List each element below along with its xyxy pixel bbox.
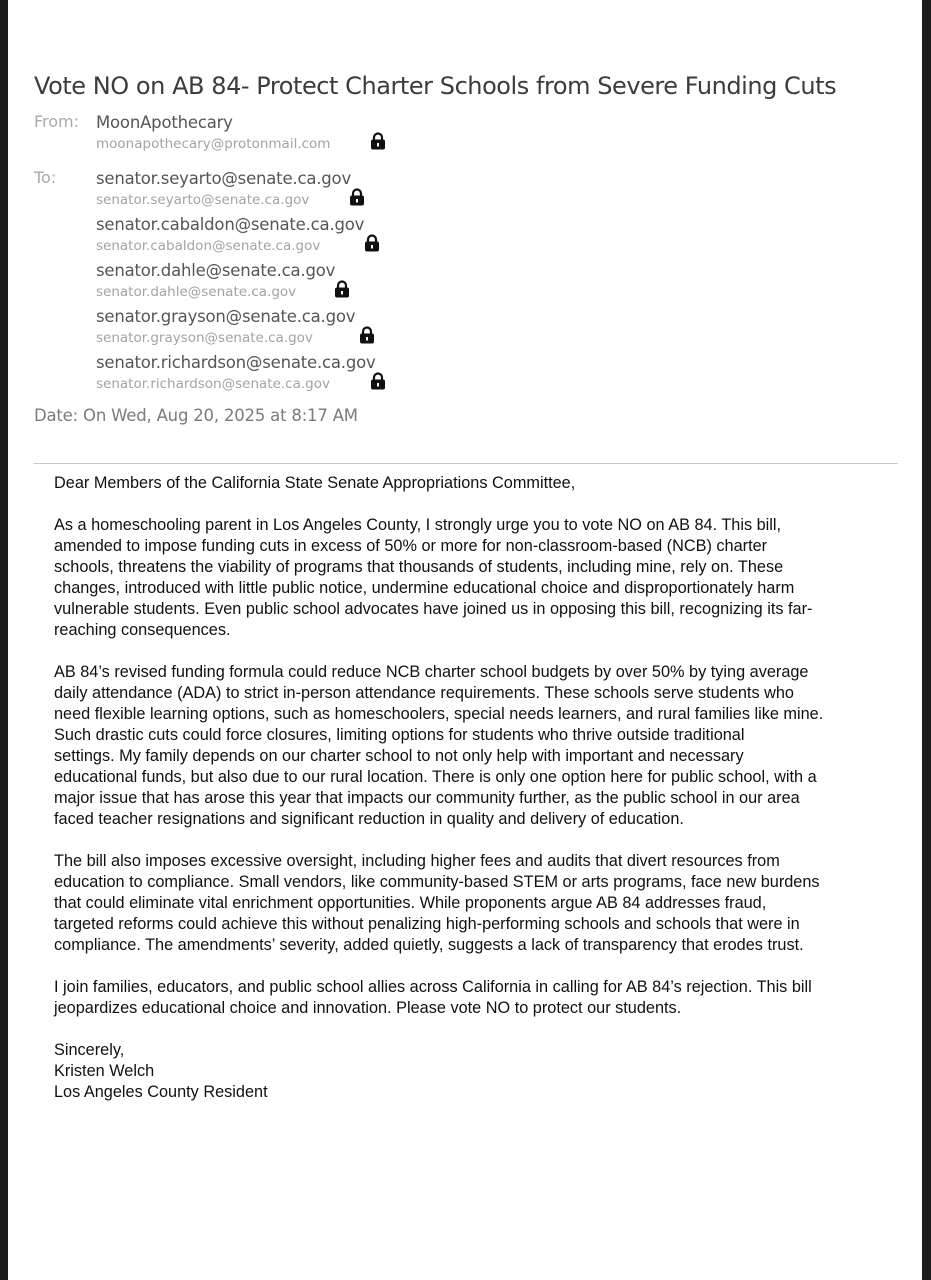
recipient-address: senator.dahle@senate.ca.gov [96, 284, 297, 300]
body-line: Sincerely, [54, 1041, 125, 1059]
body-line: major issue that has arose this year that impacts our community further, as the public school in our area [54, 789, 800, 807]
recipient-name[interactable]: senator.grayson@senate.ca.gov [96, 307, 356, 326]
body-line: jeopardizes educational choice and innovation. Please vote NO to protect our students. [54, 999, 682, 1017]
body-line: AB 84’s revised funding formula could reduce NCB charter school budgets by over 50% by tying average [54, 663, 809, 681]
body-line: Such drastic cuts could force closures, limiting options for students who thrive outside traditional [54, 726, 745, 744]
body-line: Los Angeles County Resident [54, 1083, 268, 1101]
lock-icon [364, 234, 380, 258]
email-view [8, 0, 922, 1280]
header-divider [34, 463, 898, 464]
body-paragraph [54, 515, 904, 641]
body-line: changes, introduced with little public notice, undermine educational choice and disproportionately harm [54, 579, 795, 597]
sender-address: moonapothecary@protonmail.com [96, 136, 331, 152]
body-line: As a homeschooling parent in Los Angeles County, I strongly urge you to vote NO on AB 84. This bill, [54, 516, 782, 534]
to-label: To: [34, 168, 57, 187]
body-line: reaching consequences. [54, 621, 231, 639]
body-paragraph [54, 851, 904, 956]
body-line: settings. My family depends on our charter school to not only help with important and necessary [54, 747, 744, 765]
sender [96, 111, 386, 157]
body-paragraph [54, 977, 904, 1019]
body-line: compliance. The amendments’ severity, added quietly, suggests a lack of transparency that erodes trust. [54, 936, 804, 954]
email-date: Date: On Wed, Aug 20, 2025 at 8:17 AM [34, 406, 358, 425]
sender-address-row [96, 134, 386, 157]
recipient-address: senator.seyarto@senate.ca.gov [96, 192, 310, 208]
recipient-list [96, 167, 386, 397]
body-paragraph [54, 473, 904, 494]
body-line: amended to impose funding cuts in excess of 50% or more for non-classroom-based (NCB) charter [54, 537, 768, 555]
recipient-address-row [96, 190, 386, 213]
body-line: vulnerable students. Even public school advocates have joined us in opposing this bill, recognizing its far- [54, 600, 813, 618]
body-line: education to compliance. Small vendors, like community-based STEM or arts programs, face new burdens [54, 873, 820, 891]
recipient [96, 259, 386, 305]
recipient-address: senator.grayson@senate.ca.gov [96, 330, 313, 346]
from-label: From: [34, 112, 80, 131]
body-paragraph [54, 662, 904, 830]
lock-icon [359, 326, 375, 350]
body-line: I join families, educators, and public school allies across California in calling for AB 84’s rejection. This bill [54, 978, 812, 996]
email-subject: Vote NO on AB 84- Protect Charter Schools from Severe Funding Cuts [34, 72, 837, 100]
lock-icon [334, 280, 350, 304]
body-line: need flexible learning options, such as homeschoolers, special needs learners, and rural families like mine. [54, 705, 824, 723]
body-line: schools, threatens the viability of programs that thousands of students, including mine, rely on. These [54, 558, 784, 576]
recipient [96, 351, 386, 397]
recipient-name[interactable]: senator.seyarto@senate.ca.gov [96, 169, 352, 188]
body-paragraph [54, 1040, 904, 1103]
sender-name[interactable]: MoonApothecary [96, 113, 233, 132]
recipient-address: senator.richardson@senate.ca.gov [96, 376, 330, 392]
recipient-address: senator.cabaldon@senate.ca.gov [96, 238, 321, 254]
recipient-address-row [96, 374, 386, 397]
recipient-name[interactable]: senator.richardson@senate.ca.gov [96, 353, 376, 372]
lock-icon [349, 188, 365, 212]
recipient-address-row [96, 328, 386, 351]
body-line: daily attendance (ADA) to strict in-person attendance requirements. These schools serve students who [54, 684, 794, 702]
email-body [54, 473, 904, 1124]
lock-icon [370, 372, 386, 396]
recipient [96, 305, 386, 351]
lock-icon [370, 132, 386, 156]
recipient [96, 213, 386, 259]
recipient-address-row [96, 282, 386, 305]
body-line: targeted reforms could achieve this without penalizing high-performing schools and schools that were in [54, 915, 800, 933]
body-line: that could eliminate vital enrichment opportunities. While proponents argue AB 84 addresses fraud, [54, 894, 767, 912]
recipient [96, 167, 386, 213]
body-line: Dear Members of the California State Senate Appropriations Committee, [54, 474, 576, 492]
body-line: The bill also imposes excessive oversight, including higher fees and audits that divert resources from [54, 852, 780, 870]
recipient-name[interactable]: senator.cabaldon@senate.ca.gov [96, 215, 365, 234]
body-line: faced teacher resignations and significant reduction in quality and delivery of education. [54, 810, 684, 828]
body-line: educational funds, but also due to our rural location. There is only one option here for public school, with a [54, 768, 817, 786]
recipient-address-row [96, 236, 386, 259]
recipient-name[interactable]: senator.dahle@senate.ca.gov [96, 261, 336, 280]
body-line: Kristen Welch [54, 1062, 155, 1080]
